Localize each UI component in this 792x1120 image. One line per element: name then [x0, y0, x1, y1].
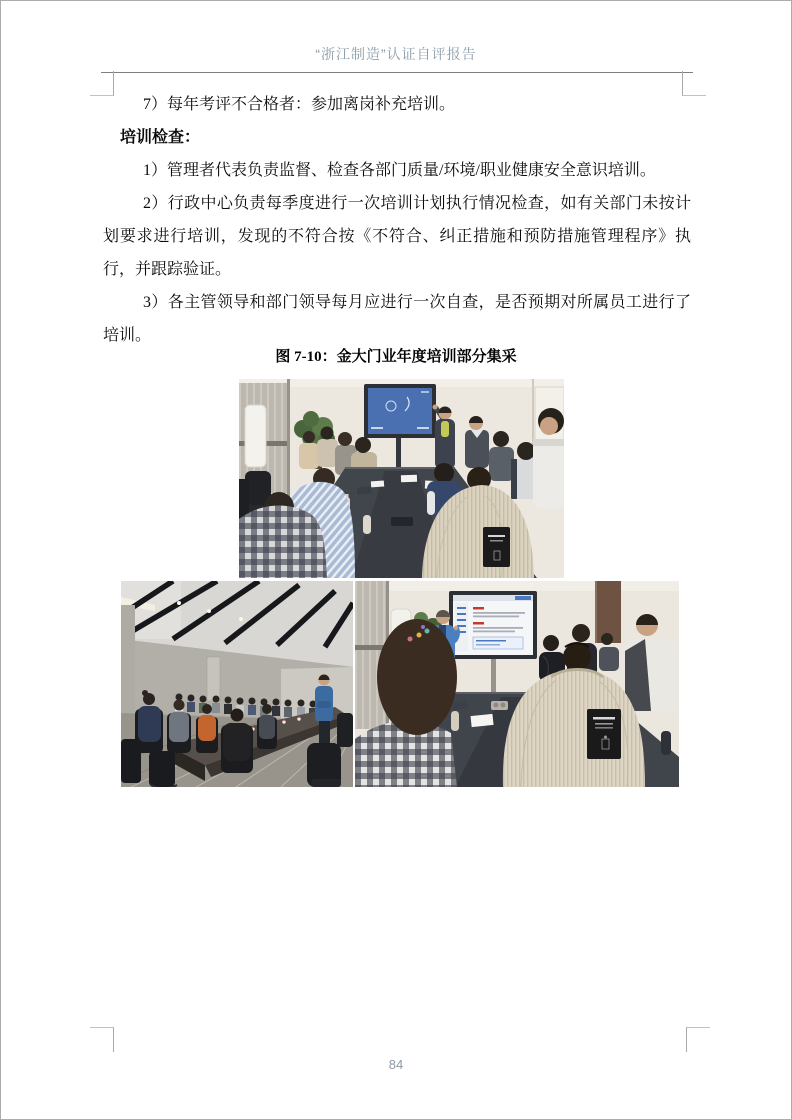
text-boundary-mark-bottom-right: [686, 1027, 710, 1052]
training-photo-top-illustration: [239, 379, 564, 578]
header-divider: [101, 72, 693, 73]
page-header-title: “浙江制造”认证自评报告: [315, 46, 477, 62]
paragraph-item-2: 2）行政中心负责每季度进行一次培训计划执行情况检查，如有关部门未按计划要求进行培训，发现的不符合按《不符合、纠正措施和预防措施管理程序》执行，并跟踪验证。: [103, 195, 691, 278]
paragraph-item-7: 7）每年考评不合格者：参加离岗补充培训。: [143, 96, 456, 113]
figure-caption: 图 7-10：金大门业年度培训部分集采: [275, 349, 517, 365]
training-photo-top: [239, 379, 564, 578]
text-boundary-mark-bottom-left: [90, 1027, 114, 1052]
training-photo-bottom-left-illustration: [121, 581, 353, 787]
paragraph-item-1: 1）管理者代表负责监督、检查各部门质量/环境/职业健康安全意识培训。: [143, 162, 656, 179]
training-photo-bottom-right-illustration: [355, 581, 679, 787]
training-photo-bottom-left: [121, 581, 353, 787]
section-heading: 培训检查：: [120, 129, 201, 146]
paragraph-item-3: 3）各主管领导和部门领导每月应进行一次自查，是否预期对所属员工进行了培训。: [103, 294, 691, 344]
air-purifier: [245, 405, 266, 467]
page-number: 84: [388, 1057, 404, 1072]
training-photo-bottom-right: [355, 581, 679, 787]
body-text-block: [103, 88, 691, 352]
